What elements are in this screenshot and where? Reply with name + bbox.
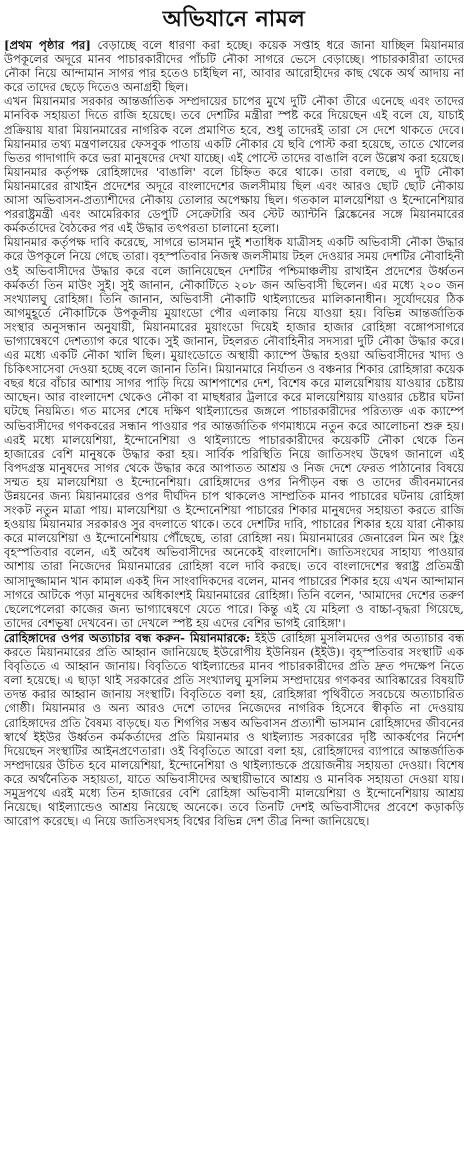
article-headline: অভিযানে নামল xyxy=(162,6,306,32)
continued-tag: [প্রথম পৃষ্ঠার পর] xyxy=(4,38,91,52)
section-subhead: রোহিঙ্গাদের ওপর অত্যাচার বন্ধ করুন- মিয়ানমারকে: xyxy=(4,630,251,645)
paragraph: মিয়ানমার কর্তৃপক্ষ দাবি করেছে, সাগরে ভাসমান দুই শতাধিক যাত্রীসহ একটি অভিবাসী নৌকা উদ্ধার করে উপকূলে নিয়ে গেছে তারা। বৃহস্পতিবার নিজস্ব জলসীমায় টহল দেওয়ার সময় দেশটির নৌবাহিনী ওই অভিবাসীদের উদ্ধার করে বলে জানিয়েছেন দেশটির পশ্চিমাঞ্চলীয় রাখাইন প্রদেশের উর্ধ্বতন কর্মকর্তা তিন মাউং সুই। সুই জানান, নৌকাটিতে ২০৮ জন অভিবাসী ছিলেন। এর মধ্যে ২০০ জন সংখ্যালঘু রোহিঙ্গা। তিনি জানান, অভিবাসী নৌকাটি থাইল্যান্ডের মালিকানাধীন। সূর্যোদয়ের ঠিক আগমুহূর্তে নৌকাটিকে উপকূলীয় মুয়াংডো পৌর এলাকায় নিয়ে যাওয়া হয়। বিভিন্ন আন্তর্জাতিক সংস্থার অনুসন্ধান অনুযায়ী, মিয়ানমারের মুয়াংডো দিয়েই হাজার হাজার রোহিঙ্গা বঙ্গোপসাগরে ভাগ্যান্বেষণে দেশত্যাগ করে থাকে। সুই জানান, টহলরত নৌবাহিনীর সদস্যরা দুটি নৌকা উদ্ধার করে। এর মধ্যে একটি নৌকা খালি ছিল। মুয়াংডোতে অস্থায়ী ক্যাম্পে উদ্ধার হওয়া অভিবাসীদের খাদ্য ও চিকিৎসাসেবা দেওয়া হচ্ছে বলে জানান তিনি। মিয়ানমারে নির্যাতন ও বঞ্চনার শিকার রোহিঙ্গারা কয়েক বছর ধরে বাঁচার আশায় সাগর পাড়ি দিয়ে আশপাশের দেশ, বিশেষ করে মালয়েশিয়ায় যাওয়ার চেষ্টায় আছেন। আর বাংলাদেশ থেকেও নৌকা বা মাছধরার ট্রলারে করে মালয়েশিয়ায় যাওয়ার চেষ্টার ঘটনা ঘটছে নিয়মিত। গত মাসের শেষে দক্ষিণ থাইল্যান্ডের জঙ্গলে পাচারকারীদের পরিত্যক্ত এক ক্যাম্পে অভিবাসীদের গণকবরের সন্ধান পাওয়ার পর আন্তর্জাতিক গণমাধ্যমে নতুন করে আলোচনা শুরু হয়। এরই মধ্যে মালয়েশিয়া, ইন্দোনেশিয়া ও থাইল্যান্ডে পাচারকারীদের কয়েকটি নৌকা থেকে তিন হাজারের বেশি মানুষকে উদ্ধার করা হয়। সার্বিক পরিস্থিতি নিয়ে জাতিসংঘ উদ্বেগ জানালে এই বিপদগ্রস্ত মানুষদের সাগর থেকে উদ্ধার করে আপাতত আশ্রয় ও নিজ দেশে ফেরত পাঠানোর বিষয়ে সম্মত হয় মালয়েশিয়া ও ইন্দোনেশিয়া। রোহিঙ্গাদের ওপর নিপীড়ন বন্ধ ও তাদের জীবনমানের উন্নয়নের জন্য মিয়ানমারের ওপর দীর্ঘদিন চাপ থাকলেও সাম্প্রতিক মানব পাচারের ঘটনায় রোহিঙ্গা সংকট নতুন মাত্রা পায়। মালয়েশিয়া ও ইন্দোনেশিয়া পাচারের শিকার মানুষদের সহায়তা করতে রাজি হওয়ায় মিয়ানমার সরকারও সুর বদলাতে থাকে। তবে দেশটির দাবি, পাচারের শিকার হয়ে যারা নৌকায় করে মালয়েশিয়া ও ইন্দোনেশিয়ায় পৌঁছেছে, তারা রোহিঙ্গা নয়। মিয়ানমারের জেনারেল মিন অং হ্লিং বৃহস্পতিবার বলেন, এই অবৈধ অভিবাসীদের অনেকেই বাংলাদেশি। জাতিসংঘের সাহায্য পাওয়ার আশায় তারা নিজেদের মিয়ানমারের রোহিঙ্গা বলে দাবি করছে। তবে বাংলাদেশের স্বরাষ্ট্র প্রতিমন্ত্রী আসাদুজ্জামান খান কামাল একই দিন সাংবাদিকদের বলেন, মানব পাচারের শিকার হয়ে এখন আন্দামান সাগরে আটকে পড়া মানুষদের অধিকাংশই মিয়ানমারের রোহিঙ্গা। তিনি বলেন, 'আমাদের দেশের তরুণ ছেলেপেলেরা কাজের জন্য ভাগ্যান্বেষণে যেতে পারে। কিন্তু এই যে মহিলা ও বাচ্চা-বৃদ্ধরা গিয়েছে, তাদের বেশভূষা দেখবেন। তা দেখলে স্পষ্ট হয় এদের বেশির ভাগই রোহিঙ্গা'। xyxy=(4,235,464,630)
article-section-2 xyxy=(4,631,464,828)
paragraph: বেড়াচ্ছে বলে ধারণা করা হচ্ছে। কয়েক সপ্তাহ ধরে জানা যাচ্ছিল মিয়ানমার উপকূলের অদূরে মানব পাচারকারীদের পাঁচটি নৌকা সাগরে ভেসে বেড়াচ্ছে। পাচারকারীরা তাদের নৌকা নিয়ে আন্দামান সাগর পার হতেও চাইছিল না, আবার আরোহীদের কাছ থেকে অর্থ আদায় না করে তাদের ছেড়ে দিতেও অনাগ্রহী ছিল। xyxy=(4,38,465,95)
article-section-1 xyxy=(4,38,464,630)
paragraph: এখন মিয়ানমার সরকার আন্তর্জাতিক সম্প্রদায়ের চাপের মুখে দুটি নৌকা তীরে এনেছে এবং তাদের মানবিক সহায়তা দিতে রাজি হয়েছে। তবে দেশটির মন্ত্রীরা স্পষ্ট করে দিয়েছেন এই বলে যে, যাচাই প্রক্রিয়ায় যারা মিয়ানমারের নাগরিক বলে প্রমাণিত হবে, শুধু তাদেরই তারা সে দেশে থাকতে দেবে। মিয়ানমার তথ্য মন্ত্রণালয়ের ফেসবুক পাতায় একটি নৌকার যে ছবি পোস্ট করা হয়েছে, তাতে খোলের ভিতর গাদাগাদি করে ভরা মানুষদের দেখা যাচ্ছে। এই পোস্টে তাদের বাঙালি বলে উল্লেখ করা হয়েছে। মিয়ানমার কর্তৃপক্ষ রোহিঙ্গাদের 'বাঙালি' বলে চিহ্নিত করে থাকে। তারা বলছে, এ দুটি নৌকা মিয়ানমারের রাখাইন প্রদেশের অদূরে বাংলাদেশের জলসীমায় ছিল এবং আরও ছোট ছোট নৌকায় আসা অভিবাসন-প্রত্যাশীদের নৌকায় তোলার অপেক্ষায় ছিল। গতকাল মালয়েশিয়া ও ইন্দোনেশিয়ার পররাষ্ট্রমন্ত্রী এবং আমেরিকার ডেপুটি সেক্রেটারি অব স্টেট অ্যান্টনি ব্লিঙ্কেনের সঙ্গে মিয়ানমারের কর্মকর্তাদের বৈঠকের পর এই উদ্ধার তৎপরতা চালানো হলো। xyxy=(4,94,464,236)
paragraph: ইইউ রোহিঙ্গা মুসলিমদের ওপর অত্যাচার বন্ধ করতে মিয়ানমারের প্রতি আহ্বান জানিয়েছে ইউরোপীয় ইউনিয়ন (ইইউ)। বৃহস্পতিবার সংস্থাটি এক বিবৃতিতে এ আহ্বান জানায়। বিবৃতিতে থাইল্যান্ডের মানব পাচারকারীদের প্রতি দ্রুত পদক্ষেপ নিতে বলা হয়েছে। এ ছাড়া থাই সরকারের প্রতি সংখ্যালঘু মুসলিম সম্প্রদায়ের গণকবর আবিষ্কারের বিষয়টি তদন্ত করার আহ্বান জানায় সংস্থাটি। বিবৃতিতে বলা হয়, রোহিঙ্গারা পৃথিবীতে সবচেয়ে অত্যাচারিত গোষ্ঠী। মিয়ানমার ও অন্য আরও দেশে তাদের নিজেদের নাগরিক হিসেবে স্বীকৃতি না দেওয়ায় রোহিঙ্গাদের প্রতি বৈষম্য বাড়ছে। যত শিগগির সম্ভব অভিবাসন প্রত্যাশী ভাসমান রোহিঙ্গাদের জীবনের স্বার্থে ইইউর উর্ধ্বতন কর্মকর্তাদের প্রতি মিয়ানমার ও থাইল্যান্ড সরকারের দৃষ্টি আকর্ষণের নির্দেশ দিয়েছেন সংস্থাটির আইনপ্রণেতারা। ওই বিবৃতিতে আরো বলা হয়, রোহিঙ্গাদের ব্যাপারে আন্তর্জাতিক সম্প্রদায়ের উচিত হবে মালয়েশিয়া, ইন্দোনেশিয়া ও থাইল্যান্ডকে প্রয়োজনীয় সহায়তা দেওয়া। বিশেষ করে অর্থনৈতিক সহায়তা, যাতে অভিবাসীদের অস্থায়ীভাবে আশ্রয় ও মানবিক সহায়তা দেওয়া যায়। সমুদ্রপথে এরই মধ্যে তিন হাজারের বেশি রোহিঙ্গা অভিবাসী মালয়েশিয়া ও ইন্দোনেশিয়ায় আশ্রয় নিয়েছে। থাইল্যান্ডেও আশ্রয় নিয়েছে অনেকে। তবে তিনটি দেশই অভিবাসীদের প্রবেশে কড়াকড়ি আরোপ করেছে। এ নিয়ে জাতিসংঘসহ বিশ্বের বিভিন্ন দেশ তীব্র নিন্দা জানিয়েছে। xyxy=(4,630,464,829)
